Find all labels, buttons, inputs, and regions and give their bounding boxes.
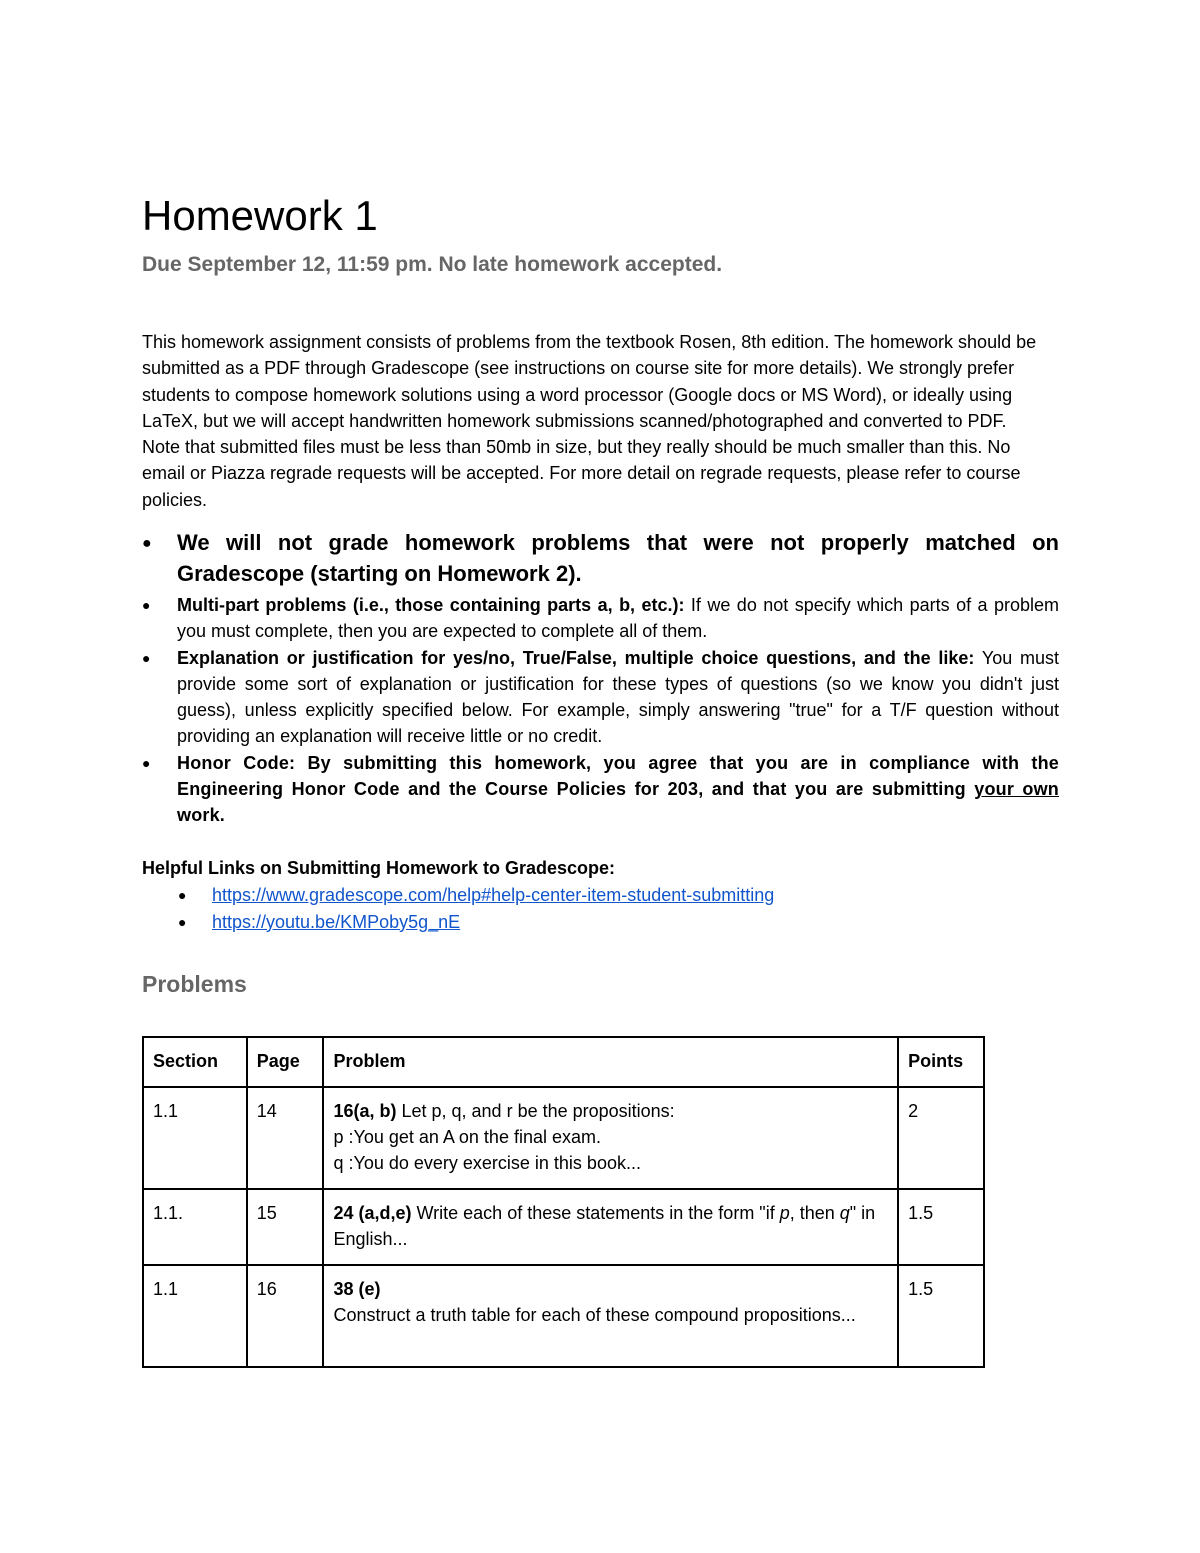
page-title: Homework 1 [142,192,378,239]
rule-explanation-text: You must provide some sort of explanation or justification for these types of questions (so we know you didn't just guess), unless explicitly specified below. For example, simply answering "true" for a T/F question without providing an explanation will receive little or no credit. [177,647,1059,747]
cell-section: 1.1 [143,1265,247,1367]
problem-number: 16(a, b) [333,1101,397,1121]
link-item [142,909,774,936]
table-header-row [143,1037,984,1087]
honor-code-text: Honor Code: By submitting this homework, you agree that you are in compliance with the Engineering Honor Code and the Course Policies for 203, and that you are submitting [177,752,1059,800]
rule-multipart-text: If we do not specify which parts of a problem you must complete, then you are expected to complete all of them. [177,595,1059,642]
problem-text: Construct a truth table for each of these compound propositions... [333,1305,856,1325]
problems-heading: Problems [142,971,247,997]
cell-section: 1.1 [143,1087,247,1189]
links-list [142,882,774,935]
problem-number: 38 (e) [333,1279,381,1299]
problem-text: " in English... [333,1203,876,1249]
youtube-video-link[interactable]: https://youtu.be/KMPoby5g_nE [212,911,461,932]
column-header-section: Section [143,1037,247,1087]
rule-multipart-label: Multi-part problems (i.e., those containing parts a, b, etc.): [177,595,685,615]
rule-explanation-label: Explanation or justification for yes/no, True/False, multiple choice questions, and the like: [177,647,975,668]
bullet-icon: ● [142,754,151,771]
table-row [143,1189,984,1265]
bullet-icon: ● [142,649,151,666]
link-item [142,882,774,909]
column-header-page: Page [247,1037,324,1087]
problem-variable-p: p [779,1203,790,1223]
bullet-icon: ● [142,597,151,613]
cell-page: 14 [247,1087,324,1189]
problem-variable-q: q [839,1203,850,1223]
problem-text: , then [789,1203,840,1223]
honor-code-underlined: your own [974,779,1059,800]
bullet-icon: ● [178,913,187,930]
cell-points: 1.5 [898,1265,984,1367]
table-row [143,1265,984,1367]
problem-text-line: Let p, q, and r be the propositions: [396,1101,675,1121]
problem-text-line: q :You do every exercise in this book... [333,1153,641,1173]
cell-problem [323,1087,898,1189]
problem-text: Write each of these statements in the form "if [411,1203,780,1223]
column-header-problem: Problem [323,1037,898,1087]
problem-text-line: p :You get an A on the final exam. [333,1127,601,1147]
column-header-points: Points [898,1037,984,1087]
problems-table [142,1036,985,1368]
bullet-icon: ● [142,535,152,552]
bullet-icon: ● [178,887,187,903]
rule-honor-code [142,750,1059,829]
cell-problem [323,1189,898,1265]
problem-number: 24 (a,d,e) [333,1203,412,1223]
honor-code-end: work. [177,805,226,826]
cell-problem [323,1265,898,1367]
cell-page: 15 [247,1189,324,1265]
rule-matching-text: We will not grade homework problems that were not properly matched on Gradescope (starting on Homework 2). [177,530,1059,586]
due-date-subtitle: Due September 12, 11:59 pm. No late homework accepted. [142,253,723,276]
links-heading: Helpful Links on Submitting Homework to Gradescope: [142,858,616,878]
rule-matching [142,527,1059,589]
rules-list [142,527,1059,829]
rule-explanation [142,645,1059,750]
cell-page: 16 [247,1265,324,1367]
cell-points: 2 [898,1087,984,1189]
rule-multipart [142,592,1059,645]
cell-section: 1.1. [143,1189,247,1265]
cell-points: 1.5 [898,1189,984,1265]
gradescope-help-link[interactable]: https://www.gradescope.com/help#help-center-item-student-submitting [212,885,775,905]
intro-paragraph: This homework assignment consists of problems from the textbook Rosen, 8th edition. The homework should be submitted as a PDF through Gradescope (see instructions on course site for more details). We strongly prefer students to compose homework solutions using a word processor (Google docs or MS Word), or ideally using LaTeX, but we will accept handwritten homework submissions scanned/photographed and converted to PDF. Note that submitted files must be less than 50mb in size, but they really should be much smaller than this. No email or Piazza regrade requests will be accepted. For more detail on regrade requests, please refer to course policies. [142,332,1037,510]
table-row [143,1087,984,1189]
